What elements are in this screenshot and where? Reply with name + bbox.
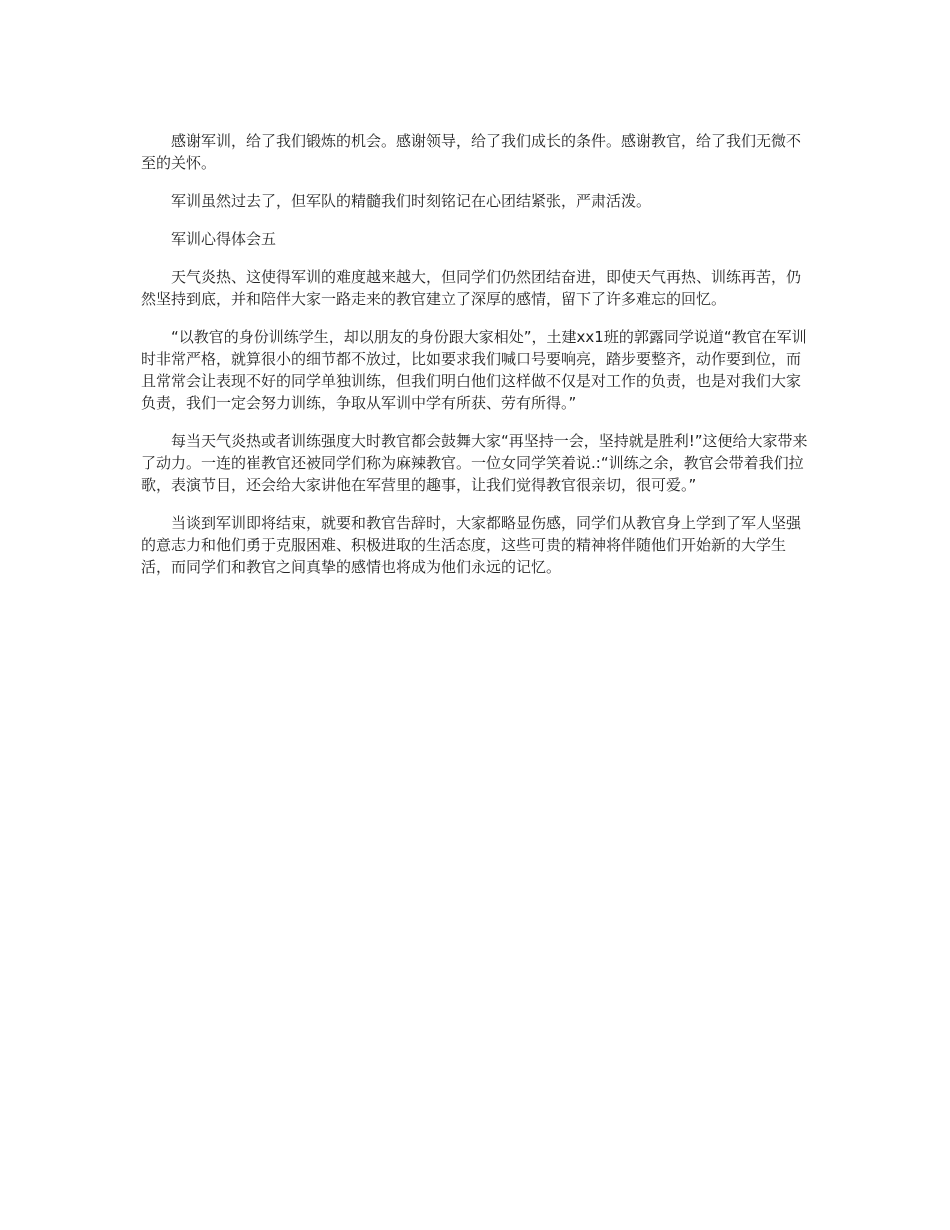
paragraph-essence: 军训虽然过去了，但军队的精髓我们时刻铭记在心团结紧张，严肃活泼。 [171, 192, 652, 210]
document-body [141, 130, 813, 594]
paragraph-farewell: 当谈到军训即将结束，就要和教官告辞时，大家都略显伤感，同学们从教官身上学到了军人坚强的意志力和他们勇于克服困难、积极进取的生活态度，这些可贵的精神将伴随他们开始新的大学生活，而同学们和教官之间真挚的感情也将成为他们永远的记忆。 [141, 514, 802, 576]
paragraph-thanks: 感谢军训，给了我们锻炼的机会。感谢领导，给了我们成长的条件。感谢教官，给了我们无微不至的关怀。 [141, 132, 802, 172]
paragraph-weather: 天气炎热、这使得军训的难度越来越大，但同学们仍然团结奋进，即使天气再热、训练再苦，仍然坚持到底，并和陪伴大家一路走来的教官建立了深厚的感情，留下了许多难忘的回忆。 [141, 268, 802, 308]
section-heading: 军训心得体会五 [171, 230, 277, 248]
paragraph-encouragement: 每当天气炎热或者训练强度大时教官都会鼓舞大家“再坚持一会，坚持就是胜利!”这便给大家带来了动力。一连的崔教官还被同学们称为麻辣教官。一位女同学笑着说.:“训练之余，教官会带着我们拉歌，表演节目，还会给大家讲他在军营里的趣事，让我们觉得教官很亲切，很可爱。” [141, 432, 808, 494]
paragraph-quote-student: “以教官的身份训练学生，却以朋友的身份跟大家相处”，土建xx1班的郭露同学说道“教官在军训时非常严格，就算很小的细节都不放过，比如要求我们喊口号要响亮，踏步要整齐，动作要到位，而且常常会让表现不好的同学单独训练，但我们明白他们这样做不仅是对工作的负责，也是对我们大家负责，我们一定会努力训练，争取从军训中学有所获、劳有所得。” [141, 328, 807, 412]
